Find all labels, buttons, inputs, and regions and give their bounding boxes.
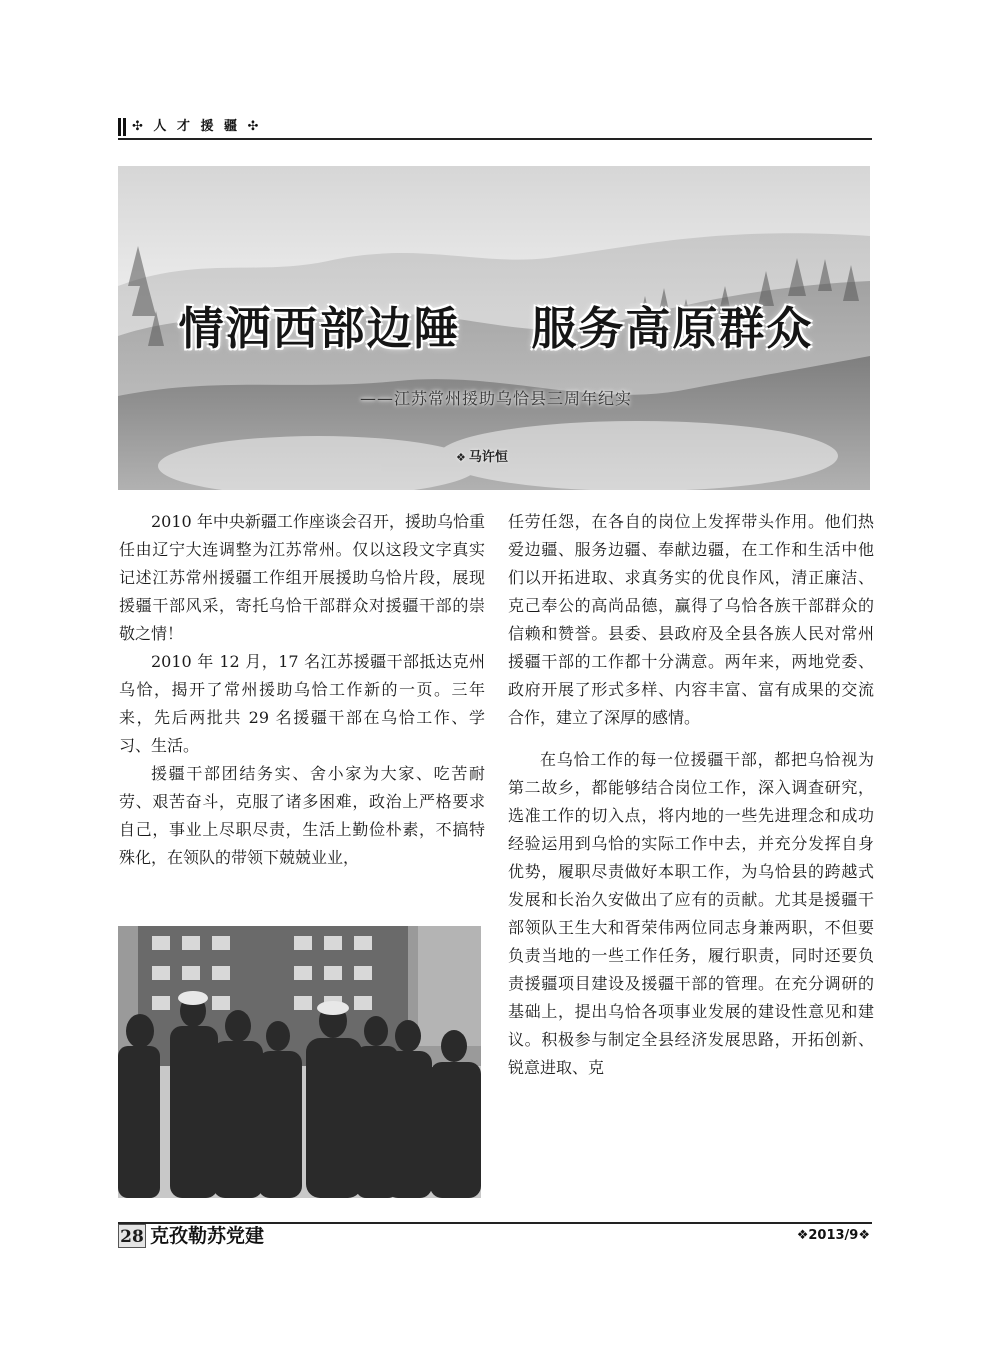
paragraph: 任劳任怨，在各自的岗位上发挥带头作用。他们热爱边疆、服务边疆、奉献边疆，在工作和生活中他们以开拓进取、求真务实的优良作风，清正廉洁、克己奉公的高尚品德，赢得了乌恰各族干部群众的信赖和赞誉。县委、县政府及全县各族人民对常州援疆干部的工作都十分满意。两年来，两地党委、政府开展了形式多样、内容丰富、富有成果的交流合作，建立了深厚的感情。 [508,512,874,727]
page-number: 28 [118,1224,146,1248]
magazine-name: 克孜勒苏党建 [150,1225,265,1247]
author-byline [456,446,508,465]
paragraph: 援疆干部团结务实、舍小家为大家、吃苦耐劳、艰苦奋斗，克服了诸多困难，政治上严格要求自己，事业上尽职尽责，生活上勤俭朴素，不搞特殊化，在领队的带领下兢兢业业， [119,764,485,867]
author-name: 马许恒 [468,450,508,465]
cadres-group-photo-illustration [118,926,481,1198]
paragraph: 2010 年 12 月，17 名江苏援疆干部抵达克州乌恰，揭开了常州援助乌恰工作新的一页。三年来，先后两批共 29 名援疆干部在乌恰工作、学习、生活。 [119,652,485,755]
paragraph: 2010 年中央新疆工作座谈会召开，援助乌恰重任由辽宁大连调整为江苏常州。仅以这段文字真实记述江苏常州援疆工作组开展援助乌恰片段，展现援疆干部风采，寄托乌恰干部群众对援疆干部的崇敬之情！ [119,512,485,643]
body-column-left [119,508,485,872]
section-header [118,116,872,140]
diamond-icon: ❖ [456,451,466,464]
article-subtitle: ——江苏常州援助乌恰县三周年纪实 [359,389,632,408]
section-label: ✣ 人 才 援 疆 ✣ [132,119,262,134]
header-rule [118,138,872,140]
body-column-right [508,508,874,1082]
header-bars-decoration [118,118,128,136]
group-photo [118,926,481,1198]
paragraph: 在乌恰工作的每一位援疆干部，都把乌恰视为第二故乡，都能够结合岗位工作，深入调查研究，选准工作的切入点，将内地的一些先进理念和成功经验运用到乌恰的实际工作中去，并充分发挥自身优势，履职尽责做好本职工作，为乌恰县的跨越式发展和长治久安做出了应有的贡献。尤其是援疆干部领队王生大和胥荣伟两位同志身兼两职，不但要负责当地的一些工作任务，履行职责，同时还要负责援疆项目建设及援疆干部的管理。在充分调研的基础上，提出乌恰各项事业发展的建设性意见和建议。积极参与制定全县经济发展思路，开拓创新、锐意进取、克 [508,750,874,1077]
article-title: 情洒西部边陲 服务高原群众 [178,302,814,355]
issue-label: ❖2013/9❖ [796,1228,870,1243]
